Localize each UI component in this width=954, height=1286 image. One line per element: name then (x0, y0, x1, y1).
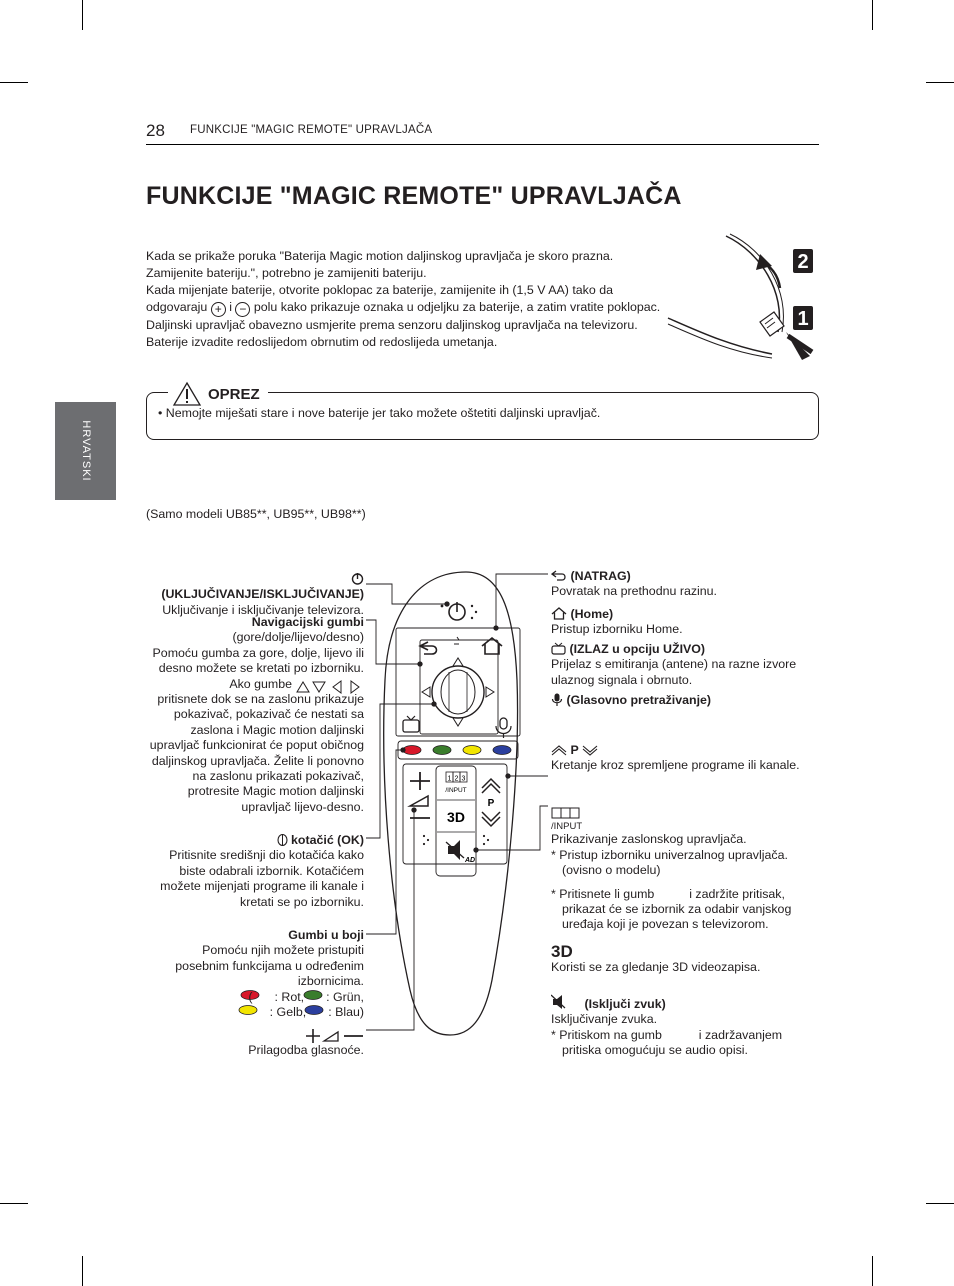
blue-button (493, 746, 511, 755)
mute-desc: Isključivanje zvuka. (551, 1012, 658, 1027)
input-label: /INPUT (551, 821, 583, 833)
running-title: FUNKCIJE "MAGIC REMOTE" UPRAVLJAČA (190, 124, 433, 136)
nav-title: Navigacijski gumbi (251, 615, 364, 629)
back-desc: Povratak na prethodnu razinu. (551, 584, 718, 599)
input-digit: 1 (447, 775, 452, 783)
input-title (551, 806, 821, 821)
power-description (146, 572, 364, 618)
live-desc: Prijelaz s emitiranja (antene) na razne izvore ulaznog signala i obrnuto. (551, 657, 797, 687)
step-1-badge: 1 (797, 308, 809, 330)
program-description (551, 743, 821, 774)
mute-note: * Pritiskom na gumb i zadržavanjem pritiska omogućuju se audio opisi. (551, 1027, 783, 1058)
power-desc: Uključivanje i isključivanje televizora. (162, 602, 364, 617)
live-title: (IZLAZ u opciju UŽIVO) (551, 642, 821, 657)
wheel-desc: Pritisnite središnji dio kotačića kako biste odabrali izbornik. Kotačićem možete mijenjati programe ili kanale i kretati se po izborniku. (160, 848, 364, 909)
power-title: (UKLJUČIVANJE/ISKLJUČIVANJE) (146, 572, 364, 603)
nav-desc-2: Pomoću gumba za gore, dolje, lijevo ili desno možete se kretati po izborniku. Ako gumbe (152, 645, 364, 691)
input-desc-1: Prikazivanje zaslonskog upravljača. (551, 832, 747, 847)
home-description (551, 607, 821, 638)
yellow-button (463, 746, 481, 755)
input-description (551, 806, 821, 933)
threed-label: 3D (551, 942, 573, 961)
mic-icon (551, 693, 563, 706)
red-button (403, 746, 421, 755)
threed-description (551, 944, 821, 975)
remote-3d-label: 3D (447, 809, 465, 825)
back-title: (NATRAG) (551, 569, 821, 584)
input-desc-3: * Pritisnete li gumb i zadržite pritisak, prikazat će se izbornik za odabir vanjskog uređaja koji je povezan s televizorom. (551, 886, 792, 932)
input-desc-2: * Pristup izborniku univerzalnog upravljača. (ovisno o modelu) (551, 847, 788, 878)
side-tab-label: HRVATSKI (79, 420, 92, 482)
caution-text: • Nemojte miješati stare i nove baterije jer tako možete oštetiti daljinski upravljač. (158, 406, 601, 420)
intro-line-3: Baterije izvadite redoslijedom obrnutim od redoslijeda umetanja. (146, 335, 498, 349)
remote-p-label: P (487, 798, 495, 809)
color-description (150, 928, 364, 1020)
chevron-up-icon (551, 745, 567, 756)
nav-description (140, 615, 364, 815)
chevron-down-icon (582, 745, 598, 756)
page-title: FUNKCIJE "MAGIC REMOTE" UPRAVLJAČA (146, 182, 682, 210)
nav-desc-1: (gore/dolje/lijevo/desno) (232, 630, 364, 645)
voice-description: (Glasovno pretraživanje) (551, 693, 821, 708)
wheel-title: kotačić (OK) (140, 833, 364, 848)
threed-desc: Koristi se za gledanje 3D videozapisa. (551, 960, 761, 974)
program-title: P (551, 743, 821, 758)
remote-input-label: /INPUT (445, 787, 467, 794)
mute-description (551, 994, 821, 1059)
home-icon (551, 607, 567, 620)
color-legend-1: ( : Rot, : Grün, (248, 989, 364, 1004)
step-2-badge: 2 (797, 251, 809, 273)
intro-line-1: Kada se prikaže poruka "Baterija Magic motion daljinskog upravljača je skoro prazna. Zamijenite bateriju.", potrebno je zamijeniti bateriju. (146, 249, 614, 280)
power-icon (351, 572, 364, 585)
input-digit: 2 (454, 775, 459, 783)
green-button (433, 746, 451, 755)
color-legend-2: : Gelb, : Blau) (269, 1005, 364, 1020)
remote-ad-label: AD (465, 857, 476, 864)
program-desc: Kretanje kroz spremljene programe ili kanale. (551, 758, 800, 773)
back-icon (551, 570, 567, 582)
color-title: Gumbi u boji (288, 928, 364, 942)
home-title: (Home) (551, 607, 821, 622)
color-desc: Pomoću njih možete pristupiti posebnim funkcijama u određenim izbornicima. (175, 943, 364, 989)
minus-pole-icon: − (235, 302, 250, 317)
intro-line-2: Kada mijenjate baterije, otvorite poklopac za baterije, zamijenite ih (1,5 V AA) tako da odgovaraju + i − polu kako prikazuje oznaka u odjeljku za baterije, a zatim vratite poklopac. Daljinski upravljač obavezno usmjerite prema senzoru daljinskog upravljača na televizoru. (146, 283, 661, 332)
input-digit: 3 (461, 775, 466, 783)
caution-label: OPREZ (208, 385, 260, 403)
home-desc: Pristup izborniku Home. (551, 622, 683, 637)
nav-desc-3: pritisnete dok se na zaslonu prikazuje pokazivač, pokazivač će nestati sa zaslona i Magic motion daljinski upravljač funkcionirat će poput običnog daljinskog upravljača. Želite li ponovno na zaslonu prikazati pokazivač, protresite Magic motion daljinski upravljač lijevo-desno. (149, 692, 364, 814)
page-number: 28 (146, 121, 165, 140)
live-tv-icon (551, 642, 566, 655)
wheel-description (140, 833, 364, 910)
back-description (551, 569, 821, 600)
mute-title: (Isključi zvuk) (551, 994, 821, 1012)
input-icon (551, 807, 581, 819)
ok-wheel (432, 666, 484, 718)
models-note: (Samo modeli UB85**, UB95**, UB98**) (146, 507, 366, 521)
plus-pole-icon: + (211, 302, 226, 317)
volume-description: Prilagodba glasnoće. (248, 1043, 364, 1057)
live-description (551, 642, 821, 688)
wheel-icon (277, 834, 288, 846)
mute-ad-icon (551, 994, 581, 1010)
